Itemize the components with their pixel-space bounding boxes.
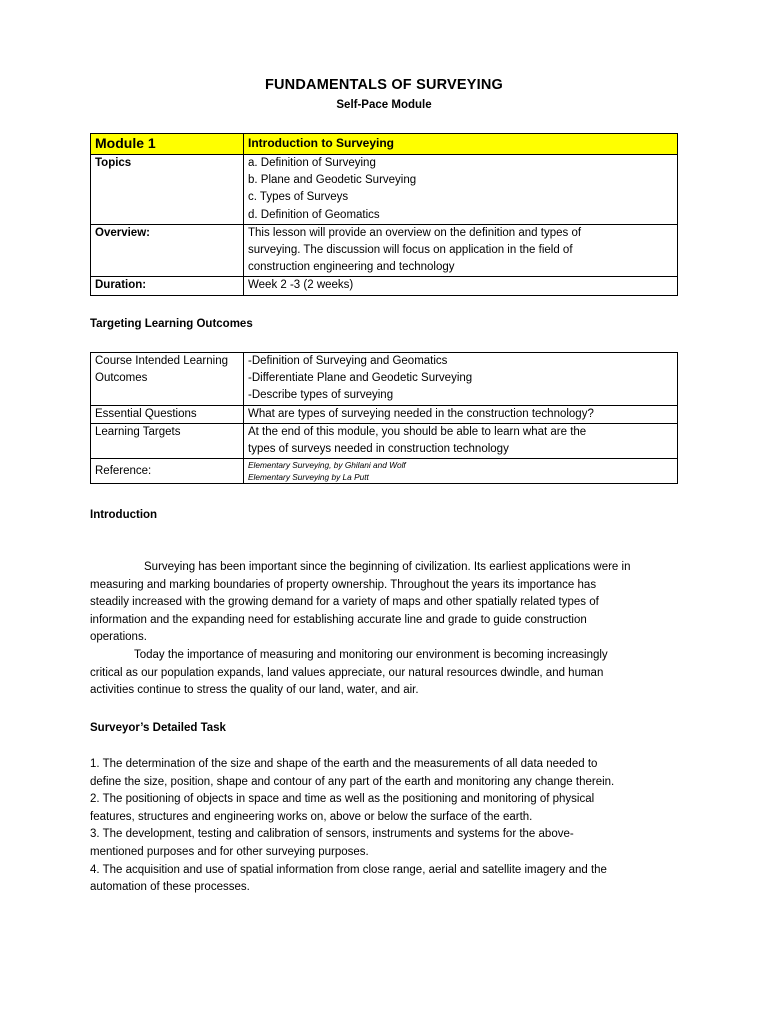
paragraph-line: activities continue to stress the quality of our land, water, and air. (90, 684, 419, 697)
essential-questions-text: What are types of surveying needed in the construction technology? (244, 405, 678, 423)
cilo-row (91, 353, 678, 406)
topic-item: a. Definition of Surveying (248, 157, 376, 169)
cilo-label-line: Course Intended Learning (95, 355, 228, 367)
cilo-item: -Differentiate Plane and Geodetic Surveying (248, 372, 473, 385)
topics-list (244, 155, 678, 225)
reference-item: Elementary Surveying by La Putt (248, 472, 369, 483)
introduction-paragraph-1 (90, 559, 678, 700)
learning-targets-label: Learning Targets (91, 423, 244, 458)
task-line: 2. The positioning of objects in space and time as well as the positioning and monitoring of physical (90, 793, 595, 806)
task-line: 3. The development, testing and calibration of sensors, instruments and systems for the above- (90, 828, 574, 841)
task-line: 4. The acquisition and use of spatial information from close range, aerial and satellite imagery and the (90, 863, 607, 876)
reference-label: Reference: (91, 459, 244, 484)
cilo-item: -Describe types of surveying (248, 389, 394, 402)
overview-line: construction engineering and technology (248, 261, 455, 274)
duration-label: Duration: (91, 277, 244, 295)
paragraph-line: critical as our population expands, land values appreciate, our natural resources dwindle, and human (90, 666, 604, 679)
task-line: 1. The determination of the size and shape of the earth and the measurements of all data needed to (90, 758, 598, 770)
paragraph-line: Today the importance of measuring and monitoring our environment is becoming increasingly (134, 648, 608, 661)
task-line: define the size, position, shape and contour of any part of the earth and monitoring any change therein. (90, 775, 615, 788)
learning-targets-text (244, 423, 678, 458)
cilo-item: -Definition of Surveying and Geomatics (248, 355, 448, 367)
reference-list (244, 459, 678, 484)
paragraph-line: Surveying has been important since the beginning of civilization. Its earliest applications were in (144, 561, 631, 573)
outcomes-heading: Targeting Learning Outcomes (90, 318, 253, 330)
topic-item: d. Definition of Geomatics (248, 208, 380, 221)
tasks-list (90, 756, 678, 897)
learning-target-line: At the end of this module, you should be able to learn what are the (248, 425, 587, 438)
duration-row (91, 277, 678, 295)
cilo-label (91, 353, 244, 406)
paragraph-line: operations. (90, 631, 147, 644)
overview-label: Overview: (91, 224, 244, 277)
cilo-label-line: Outcomes (95, 372, 148, 385)
module-title: Introduction to Surveying (244, 134, 678, 155)
reference-row (91, 459, 678, 484)
introduction-heading: Introduction (90, 509, 158, 521)
reference-item: Elementary Surveying, by Ghilani and Wolf (248, 460, 406, 471)
document-subtitle: Self-Pace Module (336, 99, 432, 111)
paragraph-line: steadily increased with the growing demand for a variety of maps and other spatially related types of (90, 596, 599, 609)
essential-questions-label: Essential Questions (91, 405, 244, 423)
paragraph-line: information and the expanding need for establishing accurate line and grade to guide construction (90, 613, 587, 626)
overview-line: This lesson will provide an overview on the definition and types of (248, 226, 582, 239)
topics-label: Topics (91, 155, 244, 225)
overview-text (244, 224, 678, 277)
cilo-list (244, 353, 678, 406)
module-table (90, 133, 678, 296)
task-line: features, structures and engineering works on, above or below the surface of the earth. (90, 810, 533, 823)
task-line: automation of these processes. (90, 881, 250, 894)
task-line: mentioned purposes and for other surveying purposes. (90, 845, 369, 858)
document-title: FUNDAMENTALS OF SURVEYING (264, 77, 504, 93)
module-number: Module 1 (91, 134, 244, 155)
paragraph-line: measuring and marking boundaries of property ownership. Throughout the years its importance has (90, 578, 597, 591)
topic-item: b. Plane and Geodetic Surveying (248, 174, 417, 187)
essential-questions-row (91, 405, 678, 423)
outcomes-table (90, 352, 678, 484)
learning-target-line: types of surveys needed in construction technology (248, 443, 509, 456)
duration-value: Week 2 -3 (2 weeks) (244, 277, 678, 295)
overview-row (91, 224, 678, 277)
learning-targets-row (91, 423, 678, 458)
topic-item: c. Types of Surveys (248, 191, 349, 204)
topics-row (91, 155, 678, 225)
tasks-heading: Surveyor’s Detailed Task (90, 722, 226, 734)
module-header-row (91, 134, 678, 155)
overview-line: surveying. The discussion will focus on application in the field of (248, 244, 573, 257)
